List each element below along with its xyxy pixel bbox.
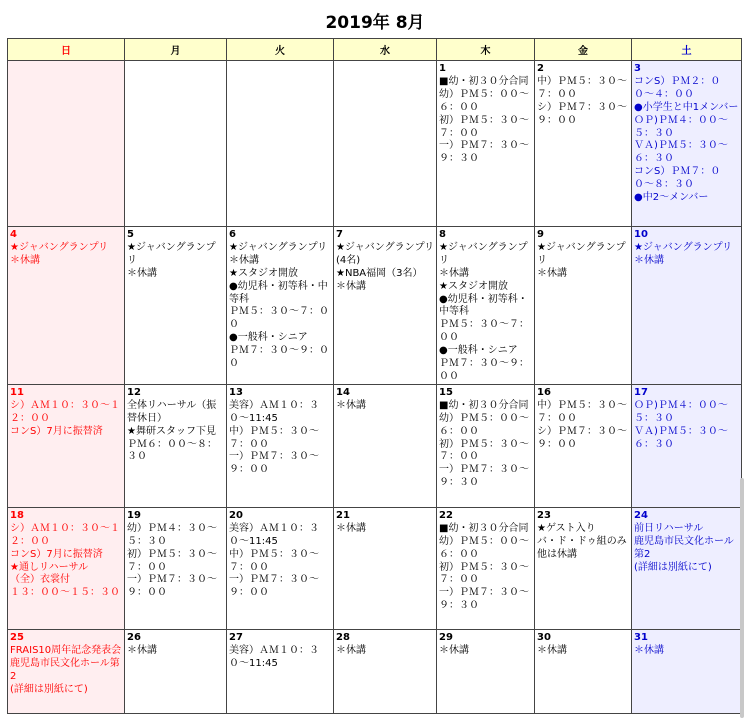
schedule-entry: ★通しリハーサル [10,561,89,573]
day-number: 24 [634,509,648,521]
schedule-entry: ＰＭ５：３０〜７：００ [439,319,529,344]
day-number: 8 [439,229,446,240]
day-number: 26 [127,631,141,643]
day-cell [227,384,334,507]
schedule-entry: 美容）ＡＭ１０：３０〜11:45 [229,522,319,547]
schedule-entry: ●中2〜メンバー [634,192,709,204]
day-cell [125,61,227,227]
day-number: 15 [439,386,453,398]
schedule-entry: 全体リハーサル（振替休日） [127,399,217,424]
schedule-entry: コンS）7月に振替済 [10,425,103,437]
schedule-entry: 中）ＰＭ５：３０〜７：００ [537,75,627,100]
day-number: 1 [439,63,446,74]
schedule-entry: ●一般科・シニア [229,332,308,344]
day-cell [632,61,742,227]
day-cell [437,507,535,629]
schedule-entry: バ・ド・ドゥ組のみ [537,535,627,547]
weekday-header-tue: 火 [227,39,334,61]
schedule-entry: ★舞研スタッフ下見 [127,425,216,437]
weekday-header-row [8,39,742,61]
day-number: 4 [10,229,17,240]
schedule-entry: 前日リハーサル [634,522,704,534]
schedule-entry: 初）ＰＭ５：３０〜７：００ [439,114,529,139]
weekday-header-sun: 日 [8,39,125,61]
schedule-entry: 幼）ＰＭ５：００〜６：００ [439,412,529,437]
day-cell [334,629,437,713]
schedule-entry: １３：００〜１５：３０ [10,587,120,599]
day-number: 3 [634,63,641,74]
schedule-entry: ＰＭ５：３０〜７：００ [229,306,329,331]
schedule-entry: ＊休講 [537,267,567,279]
day-cell [334,384,437,507]
week-row [8,384,742,507]
schedule-entry: FRAIS10周年記念発表会 [10,644,122,656]
day-cell [8,629,125,713]
day-cell [535,384,632,507]
day-number: 12 [127,386,141,398]
schedule-entry: ＊休講 [336,644,366,656]
schedule-entry: コンS）7月に振替済 [10,548,103,560]
day-cell [535,61,632,227]
day-cell [632,227,742,385]
schedule-entry: ＯＰ)ＰＭ４：００〜５：３０ [634,399,728,424]
schedule-entry: シ）ＡＭ１０：３０〜１２：００ [10,399,120,424]
schedule-entry: ＊休講 [439,267,469,279]
week-row [8,507,742,629]
schedule-entry: ＶＡ)ＰＭ５：３０〜６：３０ [634,425,728,450]
week-row [8,61,742,227]
schedule-entry: ●小学生と中1メンバー [634,101,739,113]
schedule-entry: ●一般科・シニア [439,345,518,357]
day-number: 31 [634,631,648,643]
schedule-entry: 一）ＰＭ７：３０〜９：３０ [439,140,529,165]
schedule-entry: 一）ＰＭ７：３０〜９：３０ [439,587,529,612]
day-cell [334,227,437,385]
weekday-header-thu: 木 [437,39,535,61]
day-number: 16 [537,386,551,398]
day-cell [125,227,227,385]
schedule-entry: 中）ＰＭ５：３０〜７：００ [537,399,627,424]
day-cell [632,384,742,507]
schedule-entry: ＰＭ６：００〜８：３０ [127,438,217,463]
day-number: 17 [634,386,648,398]
schedule-entry: ★ジャバングランプリ [127,241,216,266]
day-cell [227,629,334,713]
schedule-entry: 幼）ＰＭ５：００〜６：００ [439,88,529,113]
day-number: 18 [10,509,24,521]
schedule-entry: ＊休講 [336,399,366,411]
schedule-entry: ■幼・初３０分合同 [439,399,529,411]
day-cell [334,507,437,629]
schedule-entry: (詳細は別紙にて) [634,561,712,573]
weekday-header-sat: 土 [632,39,742,61]
day-cell [437,61,535,227]
day-cell [8,384,125,507]
schedule-entry: 幼）ＰＭ５：００〜６：００ [439,535,529,560]
schedule-entry: 一）ＰＭ７：３０〜９：３０ [439,464,529,489]
schedule-entry: ★ジャバングランプリ [634,241,733,253]
day-cell [8,61,125,227]
schedule-entry: 一）ＰＭ７：３０〜９：００ [229,451,319,476]
schedule-entry: ＰＭ７：３０〜９：００ [439,358,529,382]
schedule-entry: 美容）ＡＭ１０：３０〜11:45 [229,399,319,424]
schedule-entry: ＊休講 [10,254,40,266]
schedule-entry: ★スタジオ開放 [439,280,508,292]
weekday-header-fri: 金 [535,39,632,61]
day-number: 13 [229,386,243,398]
schedule-entry: ＊休講 [634,644,664,656]
day-number: 22 [439,509,453,521]
day-cell [437,227,535,385]
schedule-entry: コンS）ＰＭ７：００〜８：３０ [634,166,721,191]
schedule-entry: 鹿児島市民文化ホール第2 [634,535,734,560]
day-number: 23 [537,509,551,521]
day-number: 5 [127,229,134,240]
schedule-entry: ■幼・初３０分合同 [439,522,529,534]
schedule-entry: 中）ＰＭ５：３０〜７：００ [229,425,319,450]
schedule-entry: ●幼児科・初等科・中等科 [439,293,528,318]
calendar-title: 2019年 8月 [325,13,425,33]
schedule-entry: ★ジャバングランプリ [10,241,109,253]
schedule-entry: ＊休講 [127,644,157,656]
schedule-entry: シ）ＰＭ７：３０〜９：００ [537,101,627,126]
schedule-entry: ★NBA福岡（3名） [336,267,423,279]
weekday-header-mon: 月 [125,39,227,61]
day-number: 6 [229,229,236,240]
day-cell [535,629,632,713]
day-cell [632,629,742,713]
schedule-entry: 他は休講 [537,548,577,560]
day-cell [8,227,125,385]
schedule-entry: 一）ＰＭ７：３０〜９：００ [229,574,319,599]
schedule-entry: 幼）ＰＭ４：３０〜５：３０ [127,522,217,547]
day-cell [227,61,334,227]
schedule-entry: 初）ＰＭ５：３０〜７：００ [127,548,217,573]
weekday-header-wed: 水 [334,39,437,61]
schedule-entry: ＰＭ７：３０〜９：００ [229,345,329,370]
schedule-entry: 初）ＰＭ５：３０〜７：００ [439,438,529,463]
day-number: 28 [336,631,350,643]
schedule-entry: ★ジャバングランプリ [537,241,626,266]
day-cell [125,384,227,507]
schedule-entry: ＊休講 [336,280,366,292]
day-number: 19 [127,509,141,521]
day-cell [125,629,227,713]
week-row [8,629,742,713]
day-number: 29 [439,631,453,643]
day-number: 21 [336,509,350,521]
schedule-entry: ＊休講 [537,644,567,656]
day-number: 7 [336,229,343,240]
scrollbar-thumb[interactable] [740,478,744,718]
calendar-table [7,38,742,714]
day-cell [125,507,227,629]
schedule-entry: ●幼児科・初等科・中等科 [229,280,328,305]
week-row [8,227,742,385]
schedule-entry: ＶＡ)ＰＭ５：３０〜６：３０ [634,140,728,165]
schedule-entry: ★ジャバングランプリ [439,241,528,266]
schedule-entry: シ）ＰＭ７：３０〜９：００ [537,425,627,450]
day-number: 11 [10,386,24,398]
day-cell [535,227,632,385]
day-cell [535,507,632,629]
schedule-entry: 初）ＰＭ５：３０〜７：００ [439,561,529,586]
schedule-entry: ＊休講 [439,644,469,656]
schedule-entry: ＊休講 [229,254,259,266]
day-cell [227,227,334,385]
schedule-entry: (詳細は別紙にて) [10,683,88,695]
day-cell [8,507,125,629]
schedule-entry: 美容）ＡＭ１０：３０〜11:45 [229,644,319,669]
day-cell [227,507,334,629]
schedule-entry: ■幼・初３０分合同 [439,75,529,87]
schedule-entry: （全）衣裳付 [10,574,70,586]
day-number: 2 [537,63,544,74]
schedule-entry: シ）ＡＭ１０：３０〜１２：００ [10,522,120,547]
day-number: 9 [537,229,544,240]
schedule-entry: 鹿児島市民文化ホール第2 [10,657,120,682]
schedule-entry: ★ジャバングランプリ(4名) [336,241,435,266]
day-number: 20 [229,509,243,521]
day-number: 27 [229,631,243,643]
schedule-entry: 一）ＰＭ７：３０〜９：００ [127,574,217,599]
schedule-entry: ＊休講 [127,267,157,279]
schedule-entry: ★ゲスト入り [537,522,596,534]
schedule-entry: ＊休講 [634,254,664,266]
day-cell [632,507,742,629]
schedule-entry: ＯＰ)ＰＭ４：００〜５：３０ [634,114,728,139]
day-cell [437,384,535,507]
schedule-entry: 中）ＰＭ５：３０〜７：００ [229,548,319,573]
day-number: 14 [336,386,350,398]
day-cell [437,629,535,713]
schedule-entry: コンS）ＰＭ２：００〜４：００ [634,75,721,100]
day-cell [334,61,437,227]
schedule-entry: ★ジャバングランプリ [229,241,328,253]
schedule-entry: ★スタジオ開放 [229,267,298,279]
schedule-entry: ＊休講 [336,522,366,534]
day-number: 25 [10,631,24,643]
day-number: 30 [537,631,551,643]
day-number: 10 [634,229,648,240]
